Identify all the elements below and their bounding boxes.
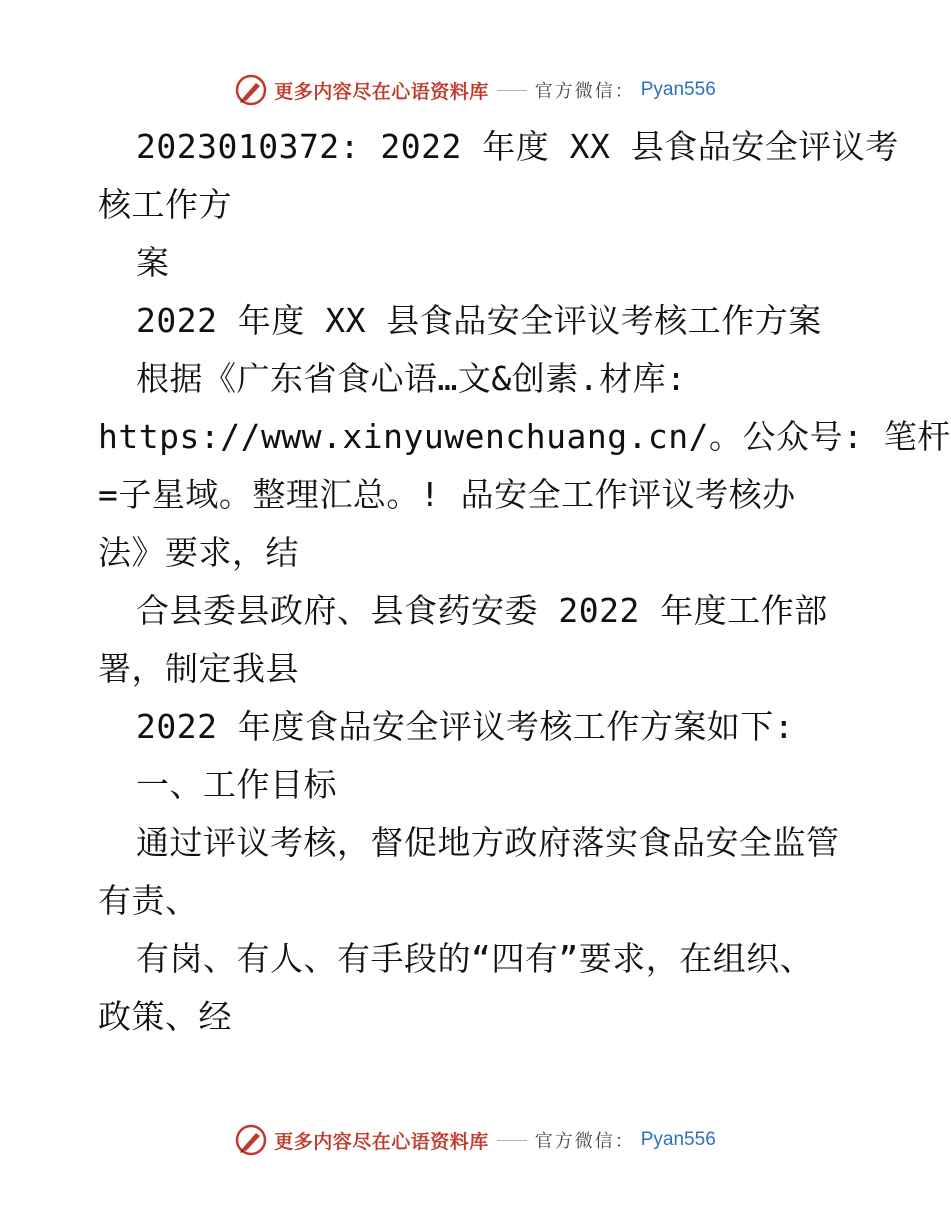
document-line: 有岗、有人、有手段的“四有”要求，在组织、 [136,939,814,978]
document-line: 根据《广东省食心语…文&创素.材库: [136,359,687,398]
document-line: =子星域。整理汇总。! 品安全工作评议考核办 [98,475,796,514]
watermark-wechat-label: 官方微信： [534,1131,635,1152]
document-line: https://www.xinyuwenchuang.cn/。公众号: 笔杆 [98,417,951,456]
document-line: 政策、经 [98,997,232,1036]
section-heading: 一、工作目标 [136,765,337,804]
document-line: 2022 年度食品安全评议考核工作方案如下: [136,707,795,746]
document-line: 案 [136,243,170,282]
document-line: 2023010372: 2022 年度 XX 县食品安全评议考 [136,127,899,166]
pen-logo-icon [234,73,268,107]
watermark-red-text: 更多内容尽在心语资料库 [274,1130,489,1153]
document-line: 合县委县政府、县食药安委 2022 年度工作部 [136,591,828,630]
watermark-red-text: 更多内容尽在心语资料库 [274,80,489,103]
watermark-dash [497,1140,527,1141]
watermark-wechat-id: Pyan556 [640,1129,716,1150]
footer-watermark-banner [0,1120,950,1160]
document-line: 通过评议考核，督促地方政府落实食品安全监管 [136,823,840,862]
document-line: 核工作方 [98,185,232,224]
watermark-wechat-label: 官方微信： [534,81,635,102]
watermark-dash [497,90,527,91]
document-body [98,118,951,1046]
document-line: 2022 年度 XX 县食品安全评议考核工作方案 [136,301,822,340]
document-line: 法》要求，结 [98,533,299,572]
document-line: 有责、 [98,881,199,920]
header-watermark-banner [0,70,950,110]
pen-logo-icon [234,1123,268,1157]
document-line: 署，制定我县 [98,649,299,688]
watermark-wechat-id: Pyan556 [640,79,716,100]
